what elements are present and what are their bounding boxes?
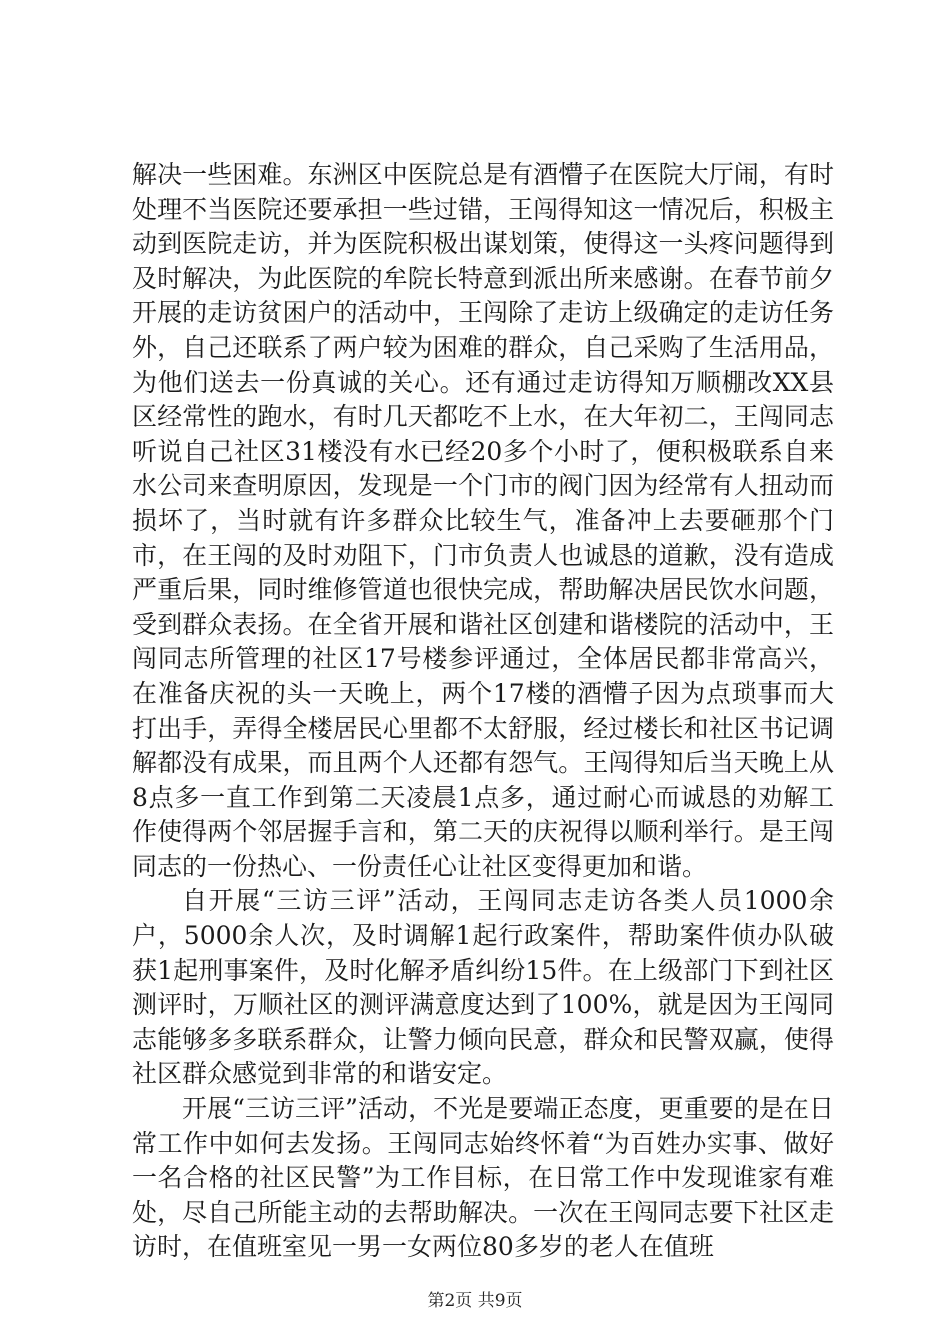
- paragraph-3: 开展“三访三评”活动，不光是要端正态度，更重要的是在日常工作中如何去发扬。王闯同志始终怀着“为百姓办实事、做好一名合格的社区民警”为工作目标，在日常工作中发现谁家有难处，尽自己所能主动的去帮助解决。一次在王闯同志要下社区走访时，在值班室见一男一女两位80多岁的老人在值班: [132, 1094, 834, 1262]
- paragraph-1: 解决一些困难。东洲区中医院总是有酒懵子在医院大厅闹，有时处理不当医院还要承担一些过错，王闯得知这一情况后，积极主动到医院走访，并为医院积极出谋划策，使得这一头疼问题得到及时解决，为此医院的牟院长特意到派出所来感谢。在春节前夕开展的走访贫困户的活动中，王闯除了走访上级确定的走访任务外，自己还联系了两户较为困难的群众，自己采购了生活用品，为他们送去一份真诚的关心。还有通过走访得知万顺棚改XX县区经常性的跑水，有时几天都吃不上水，在大年初二，王闯同志听说自己社区31楼没有水已经20多个小时了，便积极联系自来水公司来查明原因，发现是一个门市的阀门因为经常有人扭动而损坏了，当时就有许多群众比较生气，准备冲上去要砸那个门市，在王闯的及时劝阻下，门市负责人也诚恳的道歉，没有造成严重后果，同时维修管道也很快完成，帮助解决居民饮水问题，受到群众表扬。在全省开展和谐社区创建和谐楼院的活动中，王闯同志所管理的社区17号楼参评通过，全体居民都非常高兴，在准备庆祝的头一天晚上，两个17楼的酒懵子因为点琐事而大打出手，弄得全楼居民心里都不太舒服，经过楼长和社区书记调解都没有成果，而且两个人还都有怨气。王闯得知后当天晚上从8点多一直工作到第二天凌晨1点多，通过耐心而诚恳的劝解工作使得两个邻居握手言和，第二天的庆祝得以顺利举行。是王闯同志的一份热心、一份责任心让社区变得更加和谐。: [132, 160, 834, 881]
- paragraph-2: 自开展“三访三评”活动，王闯同志走访各类人员1000余户，5000余人次，及时调解1起行政案件，帮助案件侦办队破获1起刑事案件，及时化解矛盾纠纷15件。在上级部门下到社区测评时，万顺社区的测评满意度达到了100%，就是因为王闯同志能够多多联系群众，让警力倾向民意，群众和民警双赢，使得社区群众感觉到非常的和谐安定。: [132, 886, 834, 1089]
- document-body: [132, 158, 834, 1265]
- page-number-footer: 第2页 共9页: [427, 1291, 523, 1311]
